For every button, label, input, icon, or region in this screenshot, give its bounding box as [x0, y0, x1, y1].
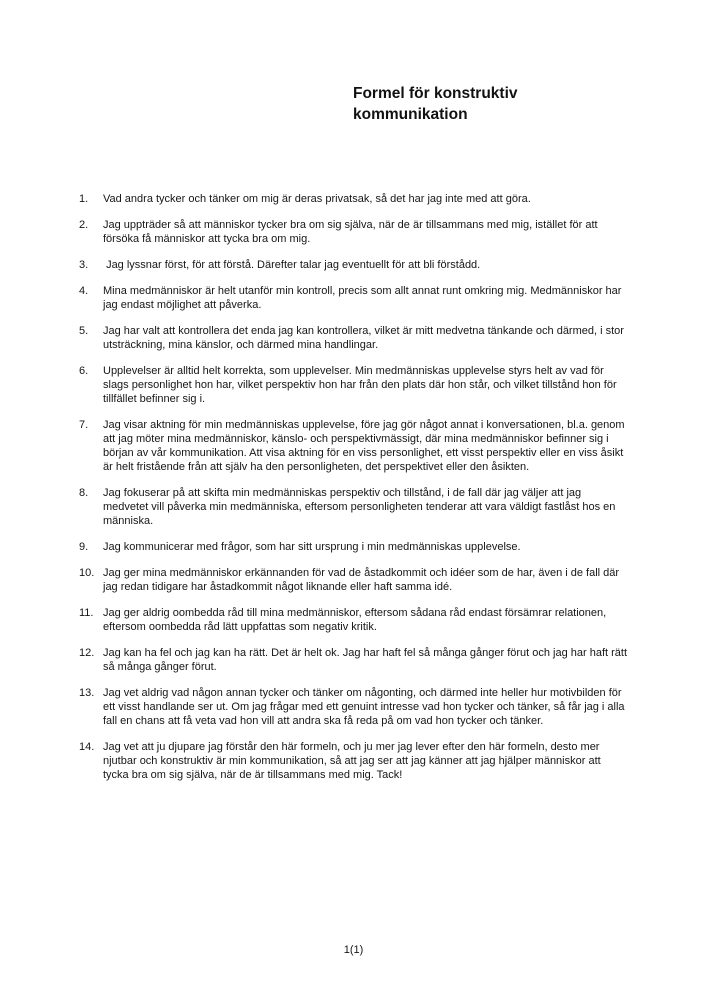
- numbered-list: [79, 192, 631, 794]
- item-text: Upplevelser är alltid helt korrekta, som upplevelser. Min medmänniskas upplevelse styrs helt av vad för slags personlighet hon har, vilket perspektiv hon har från den plats där hon står, och vilket tillstånd hon för tillfället befinner sig i.: [103, 365, 620, 405]
- item-text: Vad andra tycker och tänker om mig är deras privatsak, så det har jag inte med att göra.: [103, 193, 531, 205]
- document-title: Formel för konstruktiv kommunikation: [353, 85, 518, 123]
- list-item: [79, 364, 628, 406]
- item-text: Jag ger mina medmänniskor erkännanden för vad de åstadkommit och idéer som de har, även i de fall där jag redan tidigare har åstadkommit något liknande eller haft samma idé.: [103, 567, 623, 593]
- item-text: Jag kan ha fel och jag kan ha rätt. Det är helt ok. Jag har haft fel så många gånger förut och jag har haft rätt så många gånger förut.: [103, 647, 631, 673]
- item-number: 9.: [79, 541, 89, 553]
- item-number: 5.: [79, 325, 89, 337]
- list-item: [79, 218, 628, 246]
- item-text: Jag kommunicerar med frågor, som har sitt ursprung i min medmänniskas upplevelse.: [103, 541, 521, 553]
- list-item: [79, 606, 628, 634]
- list-item: [79, 486, 628, 528]
- list-item: [79, 686, 628, 728]
- list-item: [79, 646, 631, 674]
- item-number: 11.: [79, 607, 94, 619]
- item-number: 6.: [79, 365, 89, 377]
- item-number: 12.: [79, 647, 95, 659]
- list-item: [79, 258, 628, 272]
- item-text: Jag har valt att kontrollera det enda jag kan kontrollera, vilket är mitt medvetna tänkande och därmed, i stor utsträckning, mina känslor, och därmed mina handlingar.: [103, 325, 628, 351]
- item-text: Mina medmänniskor är helt utanför min kontroll, precis som allt annat runt omkring mig. Medmänniskor har jag endast möjlighet att påverka.: [103, 285, 625, 311]
- item-text: Jag vet aldrig vad någon annan tycker och tänker om någonting, och därmed inte heller hur motivbilden för ett visst handlande ser ut. Om jag frågar med ett genuint intresse vad hon tycker och tänker, så får jag i alla fall en chans att få veta vad hon vill att andra ska få reda på om vad hon tycker och tänker.: [103, 687, 628, 727]
- item-text: Jag uppträder så att människor tycker bra om sig själva, när de är tillsammans med mig, istället för att försöka få människor att tycka bra om mig.: [103, 219, 601, 245]
- item-number: 2.: [79, 219, 89, 231]
- item-number: 8.: [79, 487, 89, 499]
- item-number: 1.: [79, 193, 89, 205]
- item-text: Jag visar aktning för min medmänniskas upplevelse, före jag gör något annat i konversationen, bl.a. genom att jag möter mina medmänniskor, känslo- och perspektivmässigt, där mina medmänniskor befinner sig i början av vår kommunikation. Att visa aktning för en viss personlighet, ett visst perspektiv eller en viss åsikt är helt fristående från att själv ha den personligheten, det perspektivet eller den åsikten.: [103, 419, 628, 473]
- item-text: Jag vet att ju djupare jag förstår den här formeln, och ju mer jag lever efter den här formeln, desto mer njutbar och konstruktiv är min kommunikation, så att jag ser att jag känner att jag hjälper människor att tycka bra om sig själva, när de är tillsammans med mig. Tack!: [103, 741, 604, 781]
- item-number: 13.: [79, 687, 95, 699]
- item-text: Jag fokuserar på att skifta min medmänniskas perspektiv och tillstånd, i de fall där jag väljer att jag medvetet vill påverka min medmänniska, eftersom personligheten tenderar att vara väldigt fastlåst hos en människa.: [103, 487, 619, 527]
- item-text: Jag lyssnar först, för att förstå. Därefter talar jag eventuellt för att bli förstådd.: [103, 259, 481, 271]
- item-number: 7.: [79, 419, 89, 431]
- list-item: [79, 418, 628, 474]
- list-item: [79, 324, 628, 352]
- item-number: 10.: [79, 567, 95, 579]
- item-text: Jag ger aldrig oombedda råd till mina medmänniskor, eftersom sådana råd endast försämrar relationen, eftersom oombedda råd lätt uppfattas som negativ kritik.: [103, 607, 610, 633]
- item-number: 14.: [79, 741, 95, 753]
- page-number: 1(1): [343, 944, 364, 956]
- item-number: 3.: [79, 259, 89, 271]
- item-number: 4.: [79, 285, 89, 297]
- list-item: [79, 284, 628, 312]
- list-item: [79, 192, 628, 206]
- list-item: [79, 740, 628, 782]
- list-item: [79, 566, 628, 594]
- list-item: [79, 540, 628, 554]
